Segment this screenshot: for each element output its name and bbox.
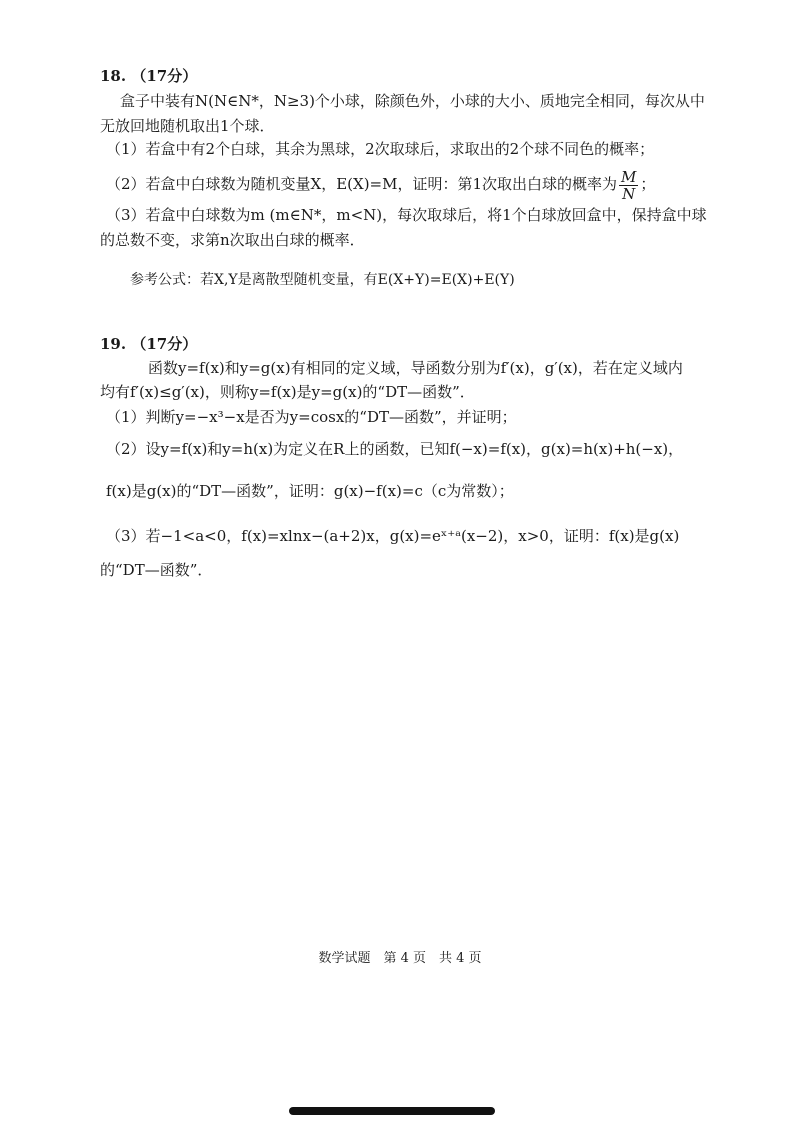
q19-title: 19. （17分） [100, 335, 198, 353]
fraction-m-over-n [619, 169, 638, 202]
q19-part-3-line-2: 的“DT—函数”． [100, 561, 213, 579]
home-indicator[interactable] [289, 1107, 495, 1115]
q19-intro-line-1: 函数y=f(x)和y=g(x)有相同的定义域，导函数分别为f′(x)，g′(x)，若在定义域内 [148, 359, 683, 377]
q18-part-2-text: （2）若盒中白球数为随机变量X，E(X)=M，证明：第1次取出白球的概率为 [106, 175, 618, 193]
q19-part-2-line-1: （2）设y=f(x)和y=h(x)为定义在R上的函数，已知f(−x)=f(x)，g(x)=h(x)+h(−x)， [106, 440, 684, 458]
q19-part-1: （1）判断y=−x³−x是否为y=cosx的“DT—函数”，并证明； [106, 408, 517, 426]
fraction-denominator: N [622, 184, 636, 203]
q18-title: 18. （17分） [100, 67, 198, 85]
q18-intro-line-2: 无放回地随机取出1个球． [100, 117, 275, 135]
q19-part-3-line-1: （3）若−1<a<0，f(x)=xlnx−(a+2)x，g(x)=eˣ⁺ᵃ(x−2)，x>0，证明：f(x)是g(x) [106, 527, 680, 545]
fraction-numerator: M [621, 167, 637, 186]
q18-part-2 [106, 166, 655, 202]
q18-part-3-line-1: （3）若盒中白球数为m (m∈N*，m<N)，每次取球后，将1个白球放回盒中，保持盒中球 [106, 206, 707, 224]
q19-intro-line-2: 均有f′(x)≤g′(x)，则称y=f(x)是y=g(x)的“DT—函数”． [100, 383, 475, 401]
q18-intro-line-1: 盒子中装有N(N∈N*，N≥3)个小球，除颜色外，小球的大小、质地完全相同，每次从中 [120, 92, 705, 110]
page-footer: 数学试题 第 4 页 共 4 页 [318, 951, 482, 966]
q19-part-2-line-2: f(x)是g(x)的“DT—函数”，证明：g(x)−f(x)=c（c为常数）； [106, 482, 514, 500]
reference-formula: 参考公式：若X,Y是离散型随机变量，有E(X+Y)=E(X)+E(Y) [130, 272, 515, 288]
q18-part-2-end: ； [640, 175, 656, 193]
q18-part-3-line-2: 的总数不变，求第n次取出白球的概率． [100, 231, 365, 249]
q18-part-1: （1）若盒中有2个白球，其余为黑球，2次取球后，求取出的2个球不同色的概率； [106, 140, 655, 158]
